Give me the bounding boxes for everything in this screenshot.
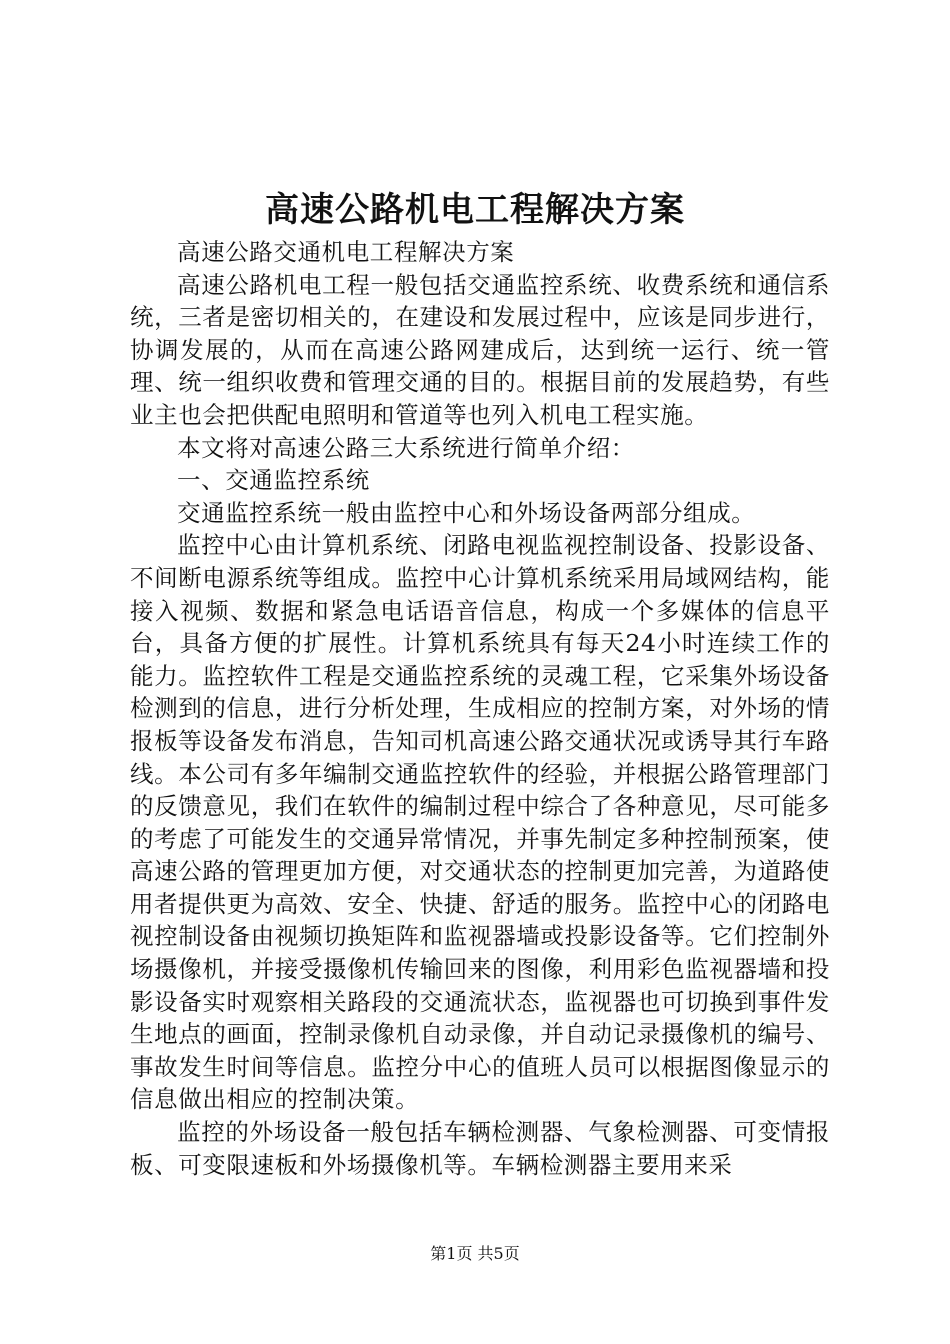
paragraph: 监控中心由计算机系统、闭路电视监视控制设备、投影设备、不间断电源系统等组成。监控中心计算机系统采用局域网结构，能接入视频、数据和紧急电话语音信息，构成一个多媒体的信息平台，具备方便的扩展性。计算机系统具有每天24小时连续工作的能力。监控软件工程是交通监控系统的灵魂工程，它采集外场设备检测到的信息，进行分析处理，生成相应的控制方案，对外场的情报板等设备发布消息，告知司机高速公路交通状况或诱导其行车路线。本公司有多年编制交通监控软件的经验，并根据公路管理部门的反馈意见，我们在软件的编制过程中综合了各种意见，尽可能多的考虑了可能发生的交通异常情况，并事先制定多种控制预案，使高速公路的管理更加方便，对交通状态的控制更加完善，为道路使用者提供更为高效、安全、快捷、舒适的服务。监控中心的闭路电视控制设备由视频切换矩阵和监视器墙或投影设备等。它们控制外场摄像机，并接受摄像机传输回来的图像，利用彩色监视器墙和投影设备实时观察相关路段的交通流状态，监视器也可切换到事件发生地点的画面，控制录像机自动录像，并自动记录摄像机的编号、事故发生时间等信息。监控分中心的值班人员可以根据图像显示的信息做出相应的控制决策。 <box>130 531 830 1114</box>
paragraph: 监控的外场设备一般包括车辆检测器、气象检测器、可变情报板、可变限速板和外场摄像机等。车辆检测器主要用来采 <box>130 1118 830 1179</box>
page-number: 第1页 共5页 <box>430 1244 520 1263</box>
section-heading: 一、交通监控系统 <box>177 466 370 495</box>
paragraph: 高速公路机电工程一般包括交通监控系统、收费系统和通信系统，三者是密切相关的，在建设和发展过程中，应该是同步进行，协调发展的，从而在高速公路网建成后，达到统一运行、统一管理、统一组织收费和管理交通的目的。根据目前的发展趋势，有些业主也会把供配电照明和管道等也列入机电工程实施。 <box>130 270 830 429</box>
document-title: 高速公路机电工程解决方案 <box>265 190 685 230</box>
document-body <box>130 236 830 1181</box>
paragraph: 高速公路交通机电工程解决方案 <box>177 238 515 266</box>
paragraph: 交通监控系统一般由监控中心和外场设备两部分组成。 <box>177 498 756 527</box>
paragraph: 本文将对高速公路三大系统进行简单介绍： <box>177 433 635 462</box>
